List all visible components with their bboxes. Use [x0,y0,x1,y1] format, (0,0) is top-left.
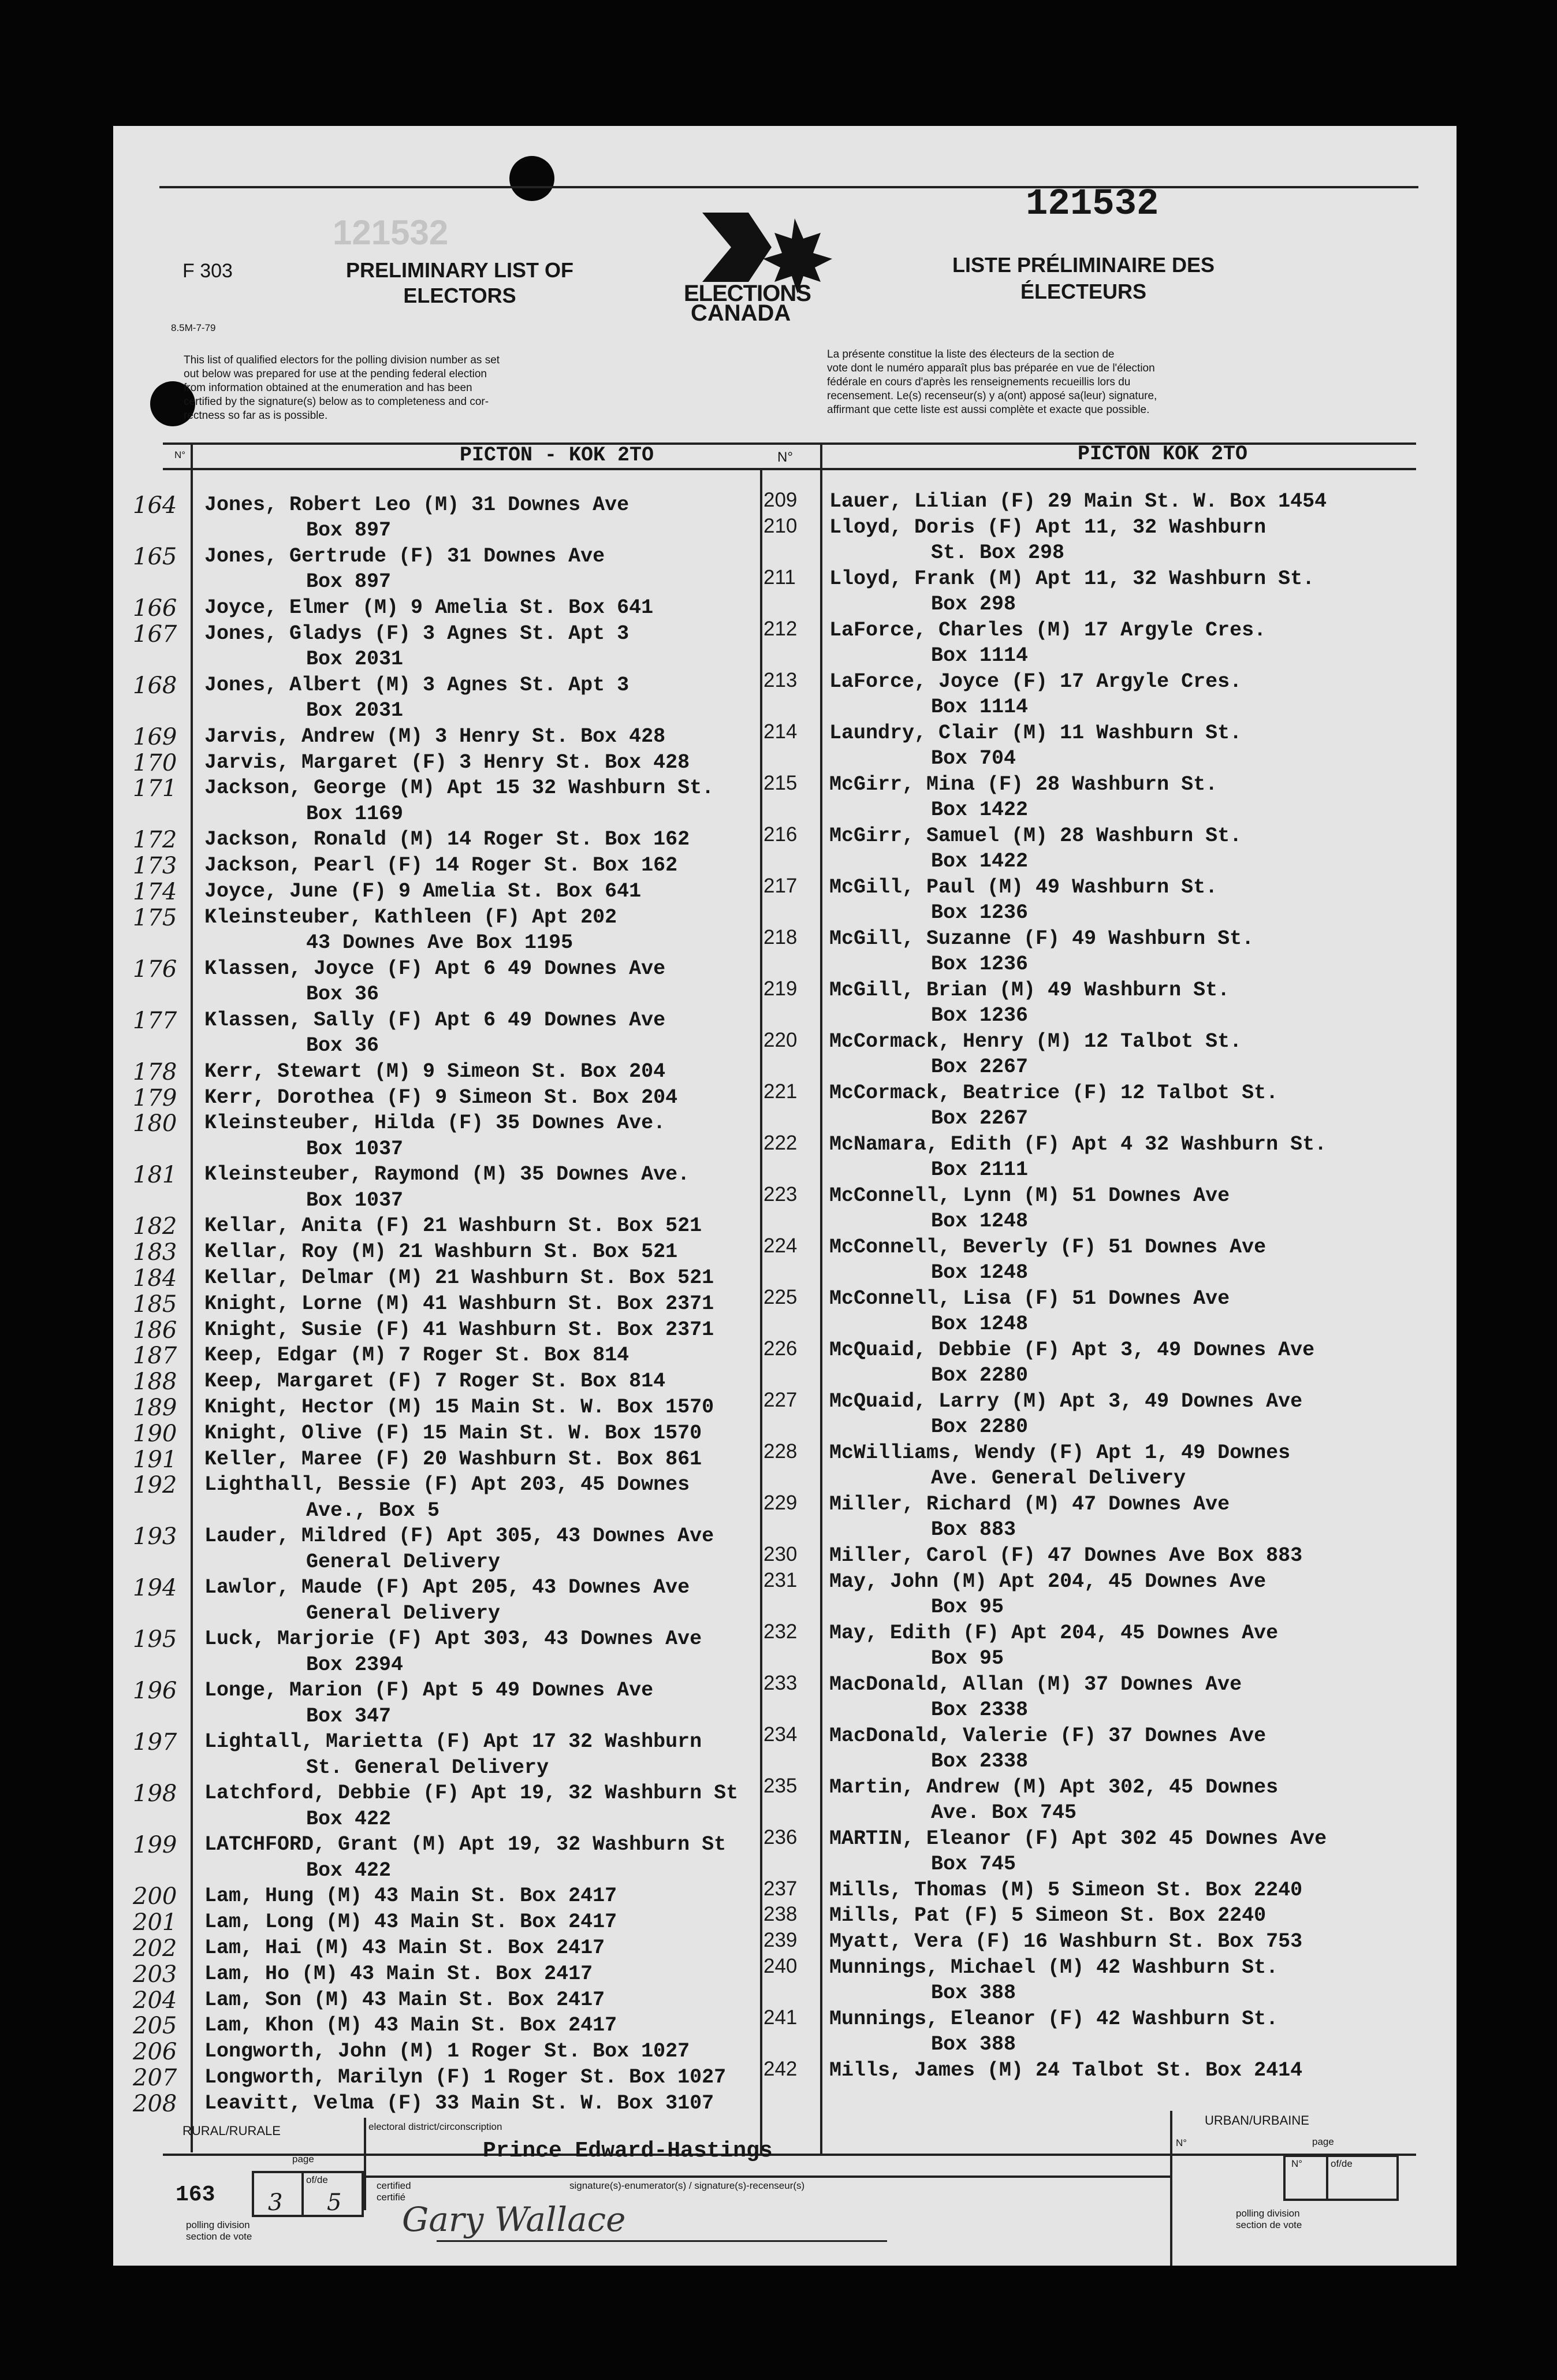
page-value: 3 [268,2189,283,2216]
elector-entry: Lam, Son (M) 43 Main St. Box 2417 [204,1988,605,2011]
ghost-serial: 121532 [333,213,449,252]
elector-entry: Kleinsteuber, Kathleen (F) Apt 202 [204,905,617,929]
intro-fr-line: fédérale en cours d'après les renseignements recueillis lors du [827,376,1131,388]
elector-entry: Mills, James (M) 24 Talbot St. Box 2414 [829,2059,1303,2082]
elector-entry: Klassen, Sally (F) Apt 6 49 Downes Ave [204,1008,666,1032]
elector-entry: Longworth, Marilyn (F) 1 Roger St. Box 1027 [204,2066,727,2089]
entry-number: 176 [133,955,177,983]
entry-number: 164 [133,492,177,519]
entry-number: 233 [763,1671,798,1694]
entry-number: 195 [133,1626,177,1653]
elector-entry-continued: Box 704 [931,747,1016,770]
elector-entry: Myatt, Vera (F) 16 Washburn St. Box 753 [829,1930,1303,1954]
entry-number: 189 [133,1394,177,1421]
elector-entry-continued: Box 1422 [931,798,1029,821]
urban-page-divider [1326,2155,1328,2201]
entry-number: 168 [133,672,177,699]
footer-top-rule [163,2154,1416,2156]
elector-entry-continued: Box 36 [306,1034,379,1057]
page-label: page [292,2154,314,2165]
title-en-line1: PRELIMINARY LIST OF [345,258,573,282]
elector-entry: Jones, Robert Leo (M) 31 Downes Ave [204,493,629,516]
entry-number: 201 [133,1909,177,1936]
entry-number: 185 [133,1291,177,1318]
electors-list-form [113,126,1457,2266]
elector-entry-continued: General Delivery [306,1550,501,1574]
elector-entry: McGirr, Samuel (M) 28 Washburn St. [829,824,1242,847]
elector-entry-continued: Box 745 [931,1852,1016,1876]
elector-entry: Munnings, Michael (M) 42 Washburn St. [829,1956,1279,1979]
title-en [304,258,616,308]
elector-entry-continued: Box 2280 [931,1364,1029,1387]
elector-entry: LATCHFORD, Grant (M) Apt 19, 32 Washburn St [204,1833,727,1857]
entry-number: 173 [133,853,177,880]
elector-entry: Kleinsteuber, Raymond (M) 35 Downes Ave. [204,1163,690,1187]
entry-number: 194 [133,1575,177,1602]
entry-number: 182 [133,1213,177,1240]
elector-entry: Knight, Olive (F) 15 Main St. W. Box 1570 [204,1421,702,1445]
elector-entry-continued: 43 Downes Ave Box 1195 [306,931,573,954]
elector-entry: McCormack, Beatrice (F) 12 Talbot St. [829,1081,1279,1105]
entry-number: 203 [133,1961,177,1988]
elector-entry: Mills, Pat (F) 5 Simeon St. Box 2240 [829,1904,1267,1928]
elector-entry: Longworth, John (M) 1 Roger St. Box 1027 [204,2040,690,2063]
entry-number: 178 [133,1058,177,1085]
elector-entry: Kellar, Roy (M) 21 Washburn St. Box 521 [204,1240,678,1264]
elector-entry: Jarvis, Andrew (M) 3 Henry St. Box 428 [204,724,666,748]
elector-entry: Jackson, George (M) Apt 15 32 Washburn St. [204,776,714,800]
entry-number: 206 [133,2039,177,2066]
urban-page-label: page [1312,2136,1334,2147]
entry-number: 181 [133,1162,177,1189]
elector-entry-continued: Box 388 [931,2033,1016,2057]
place-header-right: PICTON KOK 2TO [1078,442,1248,466]
district-value: Prince Edward-Hastings [483,2139,773,2163]
entry-number: 187 [133,1343,177,1370]
elector-entry-continued: Box 1236 [931,901,1029,924]
elector-entry: Kellar, Anita (F) 21 Washburn St. Box 521 [204,1214,702,1238]
entry-number: 197 [133,1729,177,1756]
elector-entry: McConnell, Beverly (F) 51 Downes Ave [829,1235,1267,1259]
divider-left-number [191,442,193,2152]
elector-entry: Mills, Thomas (M) 5 Simeon St. Box 2240 [829,1878,1303,1902]
elector-entry: McGirr, Mina (F) 28 Washburn St. [829,772,1218,796]
elector-entry: McQuaid, Debbie (F) Apt 3, 49 Downes Ave [829,1338,1315,1362]
entry-number: 230 [763,1542,798,1565]
entry-number: 211 [763,566,796,589]
page-box-divider [301,2171,304,2217]
elector-entry-continued: Box 298 [931,593,1016,616]
elector-entry-continued: Box 2338 [931,1749,1029,1773]
elector-entry-continued: Box 2338 [931,1698,1029,1721]
title-fr-line2: ÉLECTEURS [1020,280,1147,303]
elector-entry-continued: General Delivery [306,1601,501,1625]
elector-entry: LaForce, Joyce (F) 17 Argyle Cres. [829,670,1242,693]
elector-entry: Kerr, Stewart (M) 9 Simeon St. Box 204 [204,1059,666,1083]
certified-label: certified certifié [377,2180,411,2203]
entry-number: 210 [763,514,798,537]
elector-entry-continued: Box 422 [306,1807,392,1831]
elector-entry: Kerr, Dorothea (F) 9 Simeon St. Box 204 [204,1085,678,1109]
entry-number: 179 [133,1084,177,1111]
elector-entry-continued: Box 2031 [306,648,404,671]
elector-entry: McConnell, Lynn (M) 51 Downes Ave [829,1184,1230,1207]
district-label: electoral district/circonscription [368,2121,502,2132]
elector-entry: Lawlor, Maude (F) Apt 205, 43 Downes Ave [204,1576,690,1600]
entry-number: 235 [763,1774,798,1797]
of-label: of/de [306,2174,328,2185]
elector-entry-continued: St. General Delivery [306,1756,549,1779]
elector-entry-continued: Box 347 [306,1704,392,1728]
col-no-mid: N° [777,449,793,465]
title-en-line2: ELECTORS [403,284,516,307]
elector-entry-continued: Box 388 [931,1981,1016,2005]
elector-entry-continued: Box 897 [306,519,392,542]
elector-entry-continued: Box 2267 [931,1107,1029,1130]
elector-entry-continued: Box 422 [306,1858,392,1882]
serial-number: 121532 [1026,184,1159,225]
elector-entry: Miller, Richard (M) 47 Downes Ave [829,1492,1230,1516]
elector-entry-continued: St. Box 298 [931,541,1065,564]
entry-number: 169 [133,723,177,750]
elector-entry: Knight, Hector (M) 15 Main St. W. Box 1570 [204,1396,714,1419]
elector-entry: Lam, Hai (M) 43 Main St. Box 2417 [204,1936,605,1959]
intro-en-line: out below was prepared for use at the pending federal election [184,368,487,380]
entry-number: 180 [133,1110,177,1137]
entry-number: 227 [763,1388,798,1411]
entry-number: 213 [763,668,798,691]
elector-entry-continued: Ave., Box 5 [306,1498,440,1522]
elector-entry: McNamara, Edith (F) Apt 4 32 Washburn St. [829,1132,1327,1156]
form-number: F 303 [182,260,233,282]
entry-number: 225 [763,1285,798,1308]
elector-entry: Lauer, Lilian (F) 29 Main St. W. Box 1454 [829,490,1327,513]
elector-entry-continued: Box 1114 [931,644,1029,667]
intro-fr-line: vote dont le numéro apparaît plus bas préparée en vue de l'élection [827,362,1155,374]
elector-entry: Lam, Ho (M) 43 Main St. Box 2417 [204,1962,593,1985]
entry-number: 241 [763,2006,798,2029]
elector-entry: Laundry, Clair (M) 11 Washburn St. [829,721,1242,745]
intro-en [184,354,738,423]
entry-number: 237 [763,1877,798,1900]
entry-number: 170 [133,749,177,776]
divider-mid-right [820,442,822,2155]
elector-entry: McGill, Brian (M) 49 Washburn St. [829,978,1230,1002]
entry-number: 240 [763,1955,798,1977]
entry-number: 167 [133,620,177,648]
entry-number: 192 [133,1472,177,1499]
entry-number: 218 [763,925,798,949]
elector-entry: Lam, Hung (M) 43 Main St. Box 2417 [204,1884,617,1908]
entry-number: 224 [763,1234,798,1257]
elector-entry: Miller, Carol (F) 47 Downes Ave Box 883 [829,1544,1303,1567]
elector-entry: Latchford, Debbie (F) Apt 19, 32 Washburn St [204,1782,739,1805]
entry-number: 198 [133,1780,177,1808]
elector-entry: Jackson, Pearl (F) 14 Roger St. Box 162 [204,854,678,877]
entry-number: 208 [133,2090,177,2117]
intro-en-line: This list of qualified electors for the polling division number as set [184,354,500,366]
division-number: 163 [176,2182,215,2207]
urban-of-label: of/de [1331,2158,1353,2169]
elector-entry: Knight, Susie (F) 41 Washburn St. Box 2371 [204,1318,714,1341]
elector-entry: Leavitt, Velma (F) 33 Main St. W. Box 3107 [204,2091,714,2115]
elector-entry: Knight, Lorne (M) 41 Washburn St. Box 2371 [204,1292,714,1315]
entry-number: 219 [763,977,798,1000]
elector-entry: Lauder, Mildred (F) Apt 305, 43 Downes Ave [204,1524,714,1548]
punch-hole-top [509,156,554,201]
entry-number: 205 [133,2013,177,2040]
polling-label-right: polling division section de vote [1236,2208,1302,2230]
elector-entry-continued: Ave. Box 745 [931,1801,1077,1824]
elector-entry-continued: Box 883 [931,1518,1016,1541]
title-fr [904,252,1262,305]
elector-entry-continued: Box 2031 [306,699,404,722]
intro-fr-line: La présente constitue la liste des électeurs de la section de [827,348,1115,360]
elections-canada-logo [679,207,852,326]
entry-number: 214 [763,720,798,743]
entry-number: 223 [763,1182,798,1206]
elector-entry: Lighthall, Bessie (F) Apt 203, 45 Downes [204,1473,690,1497]
polling-label-left: polling division section de vote [186,2219,252,2242]
intro-en-line: from information obtained at the enumeration and has been [184,382,472,394]
entry-number: 175 [133,904,177,931]
elector-entry: Jones, Albert (M) 3 Agnes St. Apt 3 [204,673,629,697]
elector-entry: Lloyd, Frank (M) Apt 11, 32 Washburn St. [829,567,1315,590]
rural-label: RURAL/RURALE [182,2124,281,2138]
elector-entry-continued: Box 2111 [931,1158,1029,1181]
elector-entry-continued: Box 1037 [306,1188,404,1212]
elector-entry-continued: Box 1114 [931,696,1029,719]
elector-entry-continued: Box 2267 [931,1055,1029,1079]
entry-number: 232 [763,1620,798,1643]
entry-number: 242 [763,2058,798,2080]
entry-number: 204 [133,1987,177,2014]
elector-entry: Lightall, Marietta (F) Apt 17 32 Washburn [204,1730,702,1754]
entry-number: 190 [133,1420,177,1447]
entry-number: 217 [763,874,798,897]
elector-entry-continued: Box 1169 [306,802,404,825]
elector-entry: MARTIN, Eleanor (F) Apt 302 45 Downes Ave [829,1827,1327,1850]
print-code: 8.5M-7-79 [171,322,216,333]
entry-number: 199 [133,1832,177,1859]
entry-number: 226 [763,1337,798,1360]
entry-number: 188 [133,1368,177,1396]
divider-mid-left [760,468,762,2155]
entry-number: 172 [133,827,177,854]
elector-entry: Jarvis, Margaret (F) 3 Henry St. Box 428 [204,750,690,774]
urban-no-label: N° [1176,2137,1187,2148]
entry-number: 209 [763,489,798,511]
elector-entry: McWilliams, Wendy (F) Apt 1, 49 Downes [829,1441,1291,1464]
entry-number: 177 [133,1007,177,1034]
urban-box-left [1170,2111,1172,2266]
elector-entry-continued: Box 1248 [931,1312,1029,1336]
elector-entry: Jackson, Ronald (M) 14 Roger St. Box 162 [204,828,690,851]
elector-entry: Lam, Khon (M) 43 Main St. Box 2417 [204,2014,617,2037]
urban-no-label-2: N° [1291,2158,1303,2169]
signature-line [437,2240,887,2242]
elector-entry: May, Edith (F) Apt 204, 45 Downes Ave [829,1621,1279,1645]
entry-number: 184 [133,1265,177,1292]
elector-entry: Joyce, June (F) 9 Amelia St. Box 641 [204,880,642,903]
entry-number: 234 [763,1723,798,1746]
elector-entry: LaForce, Charles (M) 17 Argyle Cres. [829,618,1267,642]
entry-number: 165 [133,544,177,570]
entry-number: 207 [133,2065,177,2091]
elector-entry: Keep, Edgar (M) 7 Roger St. Box 814 [204,1344,629,1367]
elector-entry: Joyce, Elmer (M) 9 Amelia St. Box 641 [204,596,654,619]
elector-entry-continued: Box 1248 [931,1210,1029,1233]
elector-entry-continued: Box 1422 [931,850,1029,873]
entry-number: 236 [763,1825,798,1849]
intro-fr [827,348,1393,417]
elector-entry: Lloyd, Doris (F) Apt 11, 32 Washburn [829,515,1267,539]
entry-number: 186 [133,1317,177,1344]
elector-entry-continued: Box 2280 [931,1415,1029,1438]
entry-number: 222 [763,1131,798,1154]
logo-text-1: ELECTIONS [684,281,811,306]
elector-entry: Keller, Maree (F) 20 Washburn St. Box 861 [204,1447,702,1471]
entry-number: 191 [133,1446,177,1473]
entry-number: 231 [763,1568,798,1591]
entry-number: 220 [763,1028,798,1051]
elector-entry-continued: Box 95 [931,1595,1004,1619]
entry-number: 202 [133,1935,177,1962]
entry-number: 166 [133,595,177,622]
elector-entry: MacDonald, Valerie (F) 37 Downes Ave [829,1724,1267,1747]
elector-entry: Martin, Andrew (M) Apt 302, 45 Downes [829,1775,1279,1799]
elector-entry-continued: Box 897 [306,570,392,594]
elector-entry-continued: Box 95 [931,1646,1004,1670]
entry-number: 212 [763,617,798,640]
entry-number: 216 [763,823,798,846]
elector-entry: Lam, Long (M) 43 Main St. Box 2417 [204,1910,617,1934]
intro-fr-line: recensement. Le(s) recenseur(s) y a(ont) apposé sa(leur) signature, [827,390,1157,402]
elector-entry: Kleinsteuber, Hilda (F) 35 Downes Ave. [204,1111,666,1135]
entry-number: 193 [133,1523,177,1550]
elector-entry: Keep, Margaret (F) 7 Roger St. Box 814 [204,1370,666,1393]
elector-entry: Munnings, Eleanor (F) 42 Washburn St. [829,2007,1279,2031]
elector-entry: Jones, Gladys (F) 3 Agnes St. Apt 3 [204,622,629,645]
entry-number: 221 [763,1080,798,1103]
elector-entry-continued: Box 1236 [931,1004,1029,1027]
elector-entry-continued: Box 1248 [931,1261,1029,1284]
district-bottom-rule [364,2176,1172,2178]
entry-number: 171 [133,775,177,802]
elector-entry: Klassen, Joyce (F) Apt 6 49 Downes Ave [204,957,666,980]
elector-entry-continued: Box 2394 [306,1653,404,1676]
entry-number: 228 [763,1440,798,1463]
elector-entry: Kellar, Delmar (M) 21 Washburn St. Box 521 [204,1266,714,1289]
entry-number: 174 [133,879,177,905]
intro-fr-line: affirmant que cette liste est aussi complète et exacte que possible. [827,404,1150,416]
entry-number: 183 [133,1239,177,1266]
elector-entry: McConnell, Lisa (F) 51 Downes Ave [829,1286,1230,1310]
elector-entry: Longe, Marion (F) Apt 5 49 Downes Ave [204,1679,654,1702]
enumerator-signature: Gary Wallace [402,2200,626,2239]
elector-entry: Jones, Gertrude (F) 31 Downes Ave [204,545,605,568]
elector-entry: McQuaid, Larry (M) Apt 3, 49 Downes Ave [829,1389,1303,1413]
entry-number: 196 [133,1678,177,1705]
intro-en-line: rectness so far as is possible. [184,410,328,422]
entry-number: 200 [133,1883,177,1910]
col-no-left: N° [174,449,186,460]
entry-number: 238 [763,1903,798,1926]
title-fr-line1: LISTE PRÉLIMINAIRE DES [952,253,1215,277]
place-header-left: PICTON - KOK 2TO [460,444,654,467]
elector-entry: McGill, Suzanne (F) 49 Washburn St. [829,927,1254,950]
elector-entry-continued: Box 1236 [931,953,1029,976]
elector-entry-continued: Box 36 [306,983,379,1006]
entry-number: 215 [763,771,798,794]
logo-text-2: CANADA [691,300,791,326]
district-box-left [364,2118,366,2210]
header-bottom-rule [163,468,1416,470]
intro-en-line: certified by the signature(s) below as to completeness and cor- [184,396,489,408]
urban-label: URBAN/URBAINE [1205,2113,1309,2128]
signature-label: signature(s)-enumerator(s) / signature(s)-recenseur(s) [569,2180,805,2191]
elector-entry: McCormack, Henry (M) 12 Talbot St. [829,1029,1242,1053]
entry-number: 229 [763,1491,798,1514]
top-rule [159,186,1418,188]
elector-entry: Luck, Marjorie (F) Apt 303, 43 Downes Ave [204,1627,702,1651]
elector-entry: McGill, Paul (M) 49 Washburn St. [829,875,1218,899]
elector-entry-continued: Ave. General Delivery [931,1467,1186,1490]
entry-number: 239 [763,1929,798,1952]
elector-entry: May, John (M) Apt 204, 45 Downes Ave [829,1570,1267,1593]
elector-entry: MacDonald, Allan (M) 37 Downes Ave [829,1672,1242,1696]
elector-entry-continued: Box 1037 [306,1137,404,1161]
of-value: 5 [327,2189,342,2216]
